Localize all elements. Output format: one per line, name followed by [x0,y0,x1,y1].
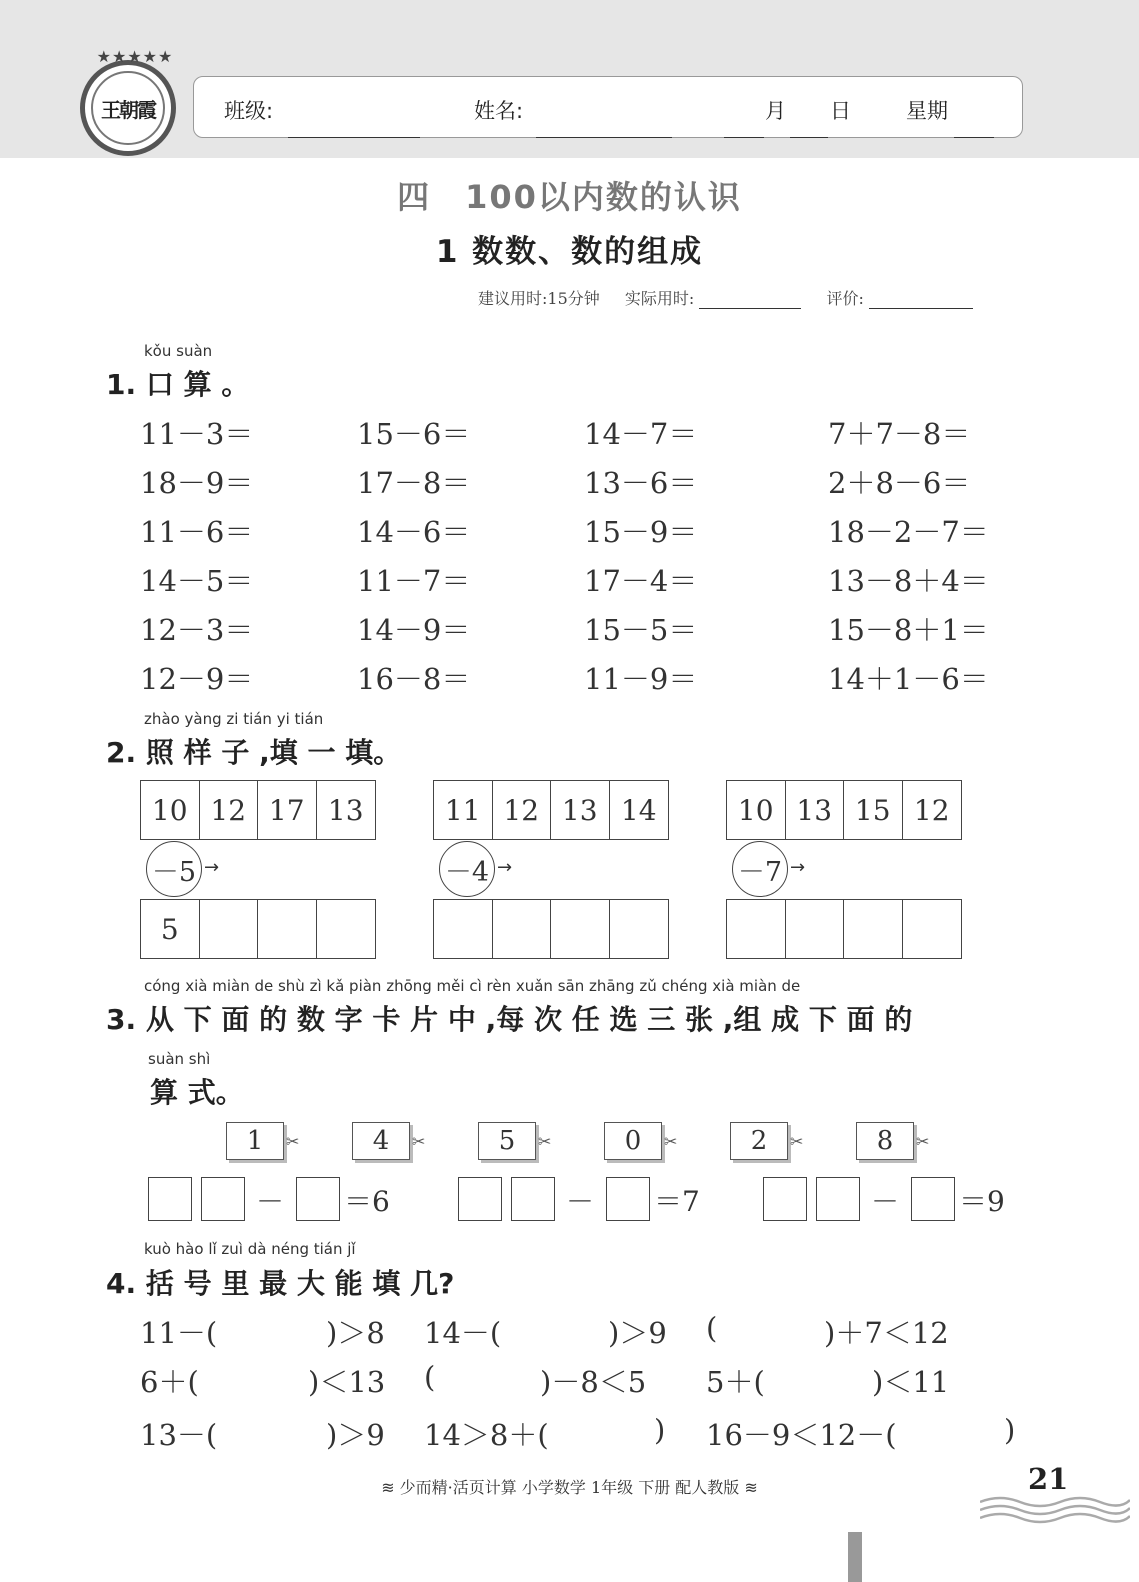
number-cell: 13 [786,781,845,839]
answer-box[interactable] [201,1177,245,1221]
calc-problem: 12－3＝ [140,613,254,647]
answer-cell[interactable] [903,900,962,958]
inequality-left: 11－( [140,1316,218,1350]
answer-row [140,899,376,959]
source-number-row [726,780,962,840]
operation-circle: －4 [439,841,495,897]
inequality-left: 14－( [424,1316,502,1350]
student-info-box [193,76,1023,138]
answer-cell[interactable] [786,900,845,958]
operation-circle: －7 [732,841,788,897]
q2-pinyin: zhào yàng zi tián yi tián [144,710,324,728]
calc-problem: 11－3＝ [140,417,254,451]
calc-problem: 12－9＝ [140,662,254,696]
suggested-time: 建议用时:15分钟 [478,289,600,308]
answer-box[interactable] [606,1177,650,1221]
inequality-right: )－8＜5 [540,1365,647,1399]
number-cell: 12 [493,781,552,839]
minus-sign: － [871,1185,900,1218]
number-cell: 13 [551,781,610,839]
inequality-left: 14＞8＋( [424,1418,549,1452]
q3-pinyin-2: suàn shì [148,1050,211,1068]
timing-line [478,286,973,309]
number-cell: 12 [200,781,259,839]
scissors-icon: ✂ [790,1132,804,1151]
inequality-right: ) [654,1413,666,1447]
calc-problem: 2＋8－6＝ [828,466,971,500]
source-number-row [140,780,376,840]
inequality-right: )＞9 [326,1418,385,1452]
q3-title-1: 3. 从 下 面 的 数 字 卡 片 中 ,每 次 任 选 三 张 ,组 成 下 面 的 [106,1003,913,1036]
answer-cell[interactable] [727,900,786,958]
answer-row [726,899,962,959]
source-number-row [433,780,669,840]
inequality-left: 13－( [140,1418,218,1452]
footer-text: ≋ 少而精·活页计算 小学数学 1年级 下册 配人教版 ≋ [381,1478,758,1497]
calc-problem: 13－8＋4＝ [828,564,989,598]
answer-row [433,899,669,959]
answer-cell[interactable] [610,900,669,958]
minus-sign: － [256,1185,285,1218]
number-cell: 17 [258,781,317,839]
q4-title: 4. 括 号 里 最 大 能 填 几? [106,1267,455,1300]
inequality-left: ( [706,1311,718,1345]
month-label: 月 [765,99,786,123]
number-cell: 15 [844,781,903,839]
number-cell: 11 [434,781,493,839]
calc-problem: 15－5＝ [584,613,698,647]
calc-problem: 15－8＋1＝ [828,613,989,647]
calc-problem: 15－6＝ [357,417,471,451]
scissors-icon: ✂ [412,1132,426,1151]
number-cell: 14 [620,793,657,827]
class-label: 班级: [224,99,274,123]
calc-problem: 11－7＝ [357,564,471,598]
calc-problem: 16－8＝ [357,662,471,696]
scissors-icon: ✂ [664,1132,678,1151]
logo-text: 王朝霞 [101,97,155,122]
inequality-left: ( [424,1360,436,1394]
actual-time-field[interactable] [699,294,801,309]
calc-problem: 13－6＝ [584,466,698,500]
number-card: 0 [604,1122,662,1160]
inequality-right: )＞8 [326,1316,385,1350]
q3-title-2: 算 式。 [150,1076,244,1109]
answer-box[interactable] [511,1177,555,1221]
answer-box[interactable] [458,1177,502,1221]
inequality-left: 16－9＜12－( [706,1418,897,1452]
example-answer-cell: 5 [141,900,200,958]
answer-box[interactable] [763,1177,807,1221]
arrow-icon: → [497,857,513,878]
number-card: 5 [478,1122,536,1160]
chapter-title: 四 100以内数的认识 [397,178,742,216]
q3-pinyin-1: cóng xià miàn de shù zì kǎ piàn zhōng měi cì rèn xuǎn sān zhāng zǔ chéng xià miàn de [144,977,801,995]
answer-box[interactable] [911,1177,955,1221]
inequality-right: )＜11 [872,1365,950,1399]
q2-title: 2. 照 样 子 ,填 一 填。 [106,736,402,769]
evaluation-field[interactable] [869,294,973,309]
answer-cell[interactable] [844,900,903,958]
wave-decoration-icon [980,1494,1130,1524]
calc-problem: 14－9＝ [357,613,471,647]
equation-result: ＝6 [344,1185,390,1218]
arrow-icon: → [204,857,220,878]
scissors-icon: ✂ [286,1132,300,1151]
calc-problem: 11－9＝ [584,662,698,696]
inequality-left: 5＋( [706,1365,765,1399]
section-title: 1 数数、数的组成 [435,234,704,270]
answer-box[interactable] [296,1177,340,1221]
number-card: 4 [352,1122,410,1160]
q1-title: 1. 口 算 。 [106,368,250,401]
scissors-icon: ✂ [916,1132,930,1151]
number-cell: 13 [327,793,364,827]
logo-stars-icon: ★★★★★ [96,47,174,66]
day-label: 日 [830,99,851,123]
answer-cell[interactable] [258,900,317,958]
name-label: 姓名: [474,99,524,123]
equation-result: ＝7 [654,1185,700,1218]
page-edge-tab [848,1532,862,1582]
calc-problem: 18－2－7＝ [828,515,989,549]
answer-box[interactable] [816,1177,860,1221]
calc-problem: 17－8＝ [357,466,471,500]
answer-cell[interactable] [551,900,610,958]
calc-problem: 18－9＝ [140,466,254,500]
inequality-left: 6＋( [140,1365,199,1399]
calc-problem: 17－4＝ [584,564,698,598]
answer-cell[interactable] [493,900,552,958]
evaluation-label: 评价: [826,289,864,308]
answer-cell[interactable] [200,900,259,958]
calc-problem: 11－6＝ [140,515,254,549]
operation-circle: －5 [146,841,202,897]
answer-cell[interactable] [317,900,376,958]
inequality-right: )＋7＜12 [824,1316,949,1350]
number-cell: 12 [913,793,950,827]
number-card: 8 [856,1122,914,1160]
number-card: 1 [226,1122,284,1160]
q4-pinyin: kuò hào lǐ zuì dà néng tián jǐ [144,1240,356,1258]
inequality-right: )＜13 [308,1365,386,1399]
calc-problem: 15－9＝ [584,515,698,549]
calc-problem: 7＋7－8＝ [828,417,971,451]
inequality-right: )＞9 [608,1316,667,1350]
number-cell: 10 [727,781,786,839]
number-cell: 10 [141,781,200,839]
week-label: 星期 [906,99,948,123]
actual-time-label: 实际用时: [624,289,695,308]
inequality-right: ) [1004,1413,1016,1447]
number-card: 2 [730,1122,788,1160]
arrow-icon: → [790,857,806,878]
answer-box[interactable] [148,1177,192,1221]
minus-sign: － [566,1185,595,1218]
calc-problem: 14－7＝ [584,417,698,451]
q1-pinyin: kǒu suàn [144,342,213,360]
answer-cell[interactable] [434,900,493,958]
scissors-icon: ✂ [538,1132,552,1151]
calc-problem: 14－5＝ [140,564,254,598]
publisher-logo [80,47,176,156]
equation-result: ＝9 [959,1185,1005,1218]
calc-problem: 14－6＝ [357,515,471,549]
page-number: 21 [1028,1462,1069,1496]
calc-problem: 14＋1－6＝ [828,662,989,696]
